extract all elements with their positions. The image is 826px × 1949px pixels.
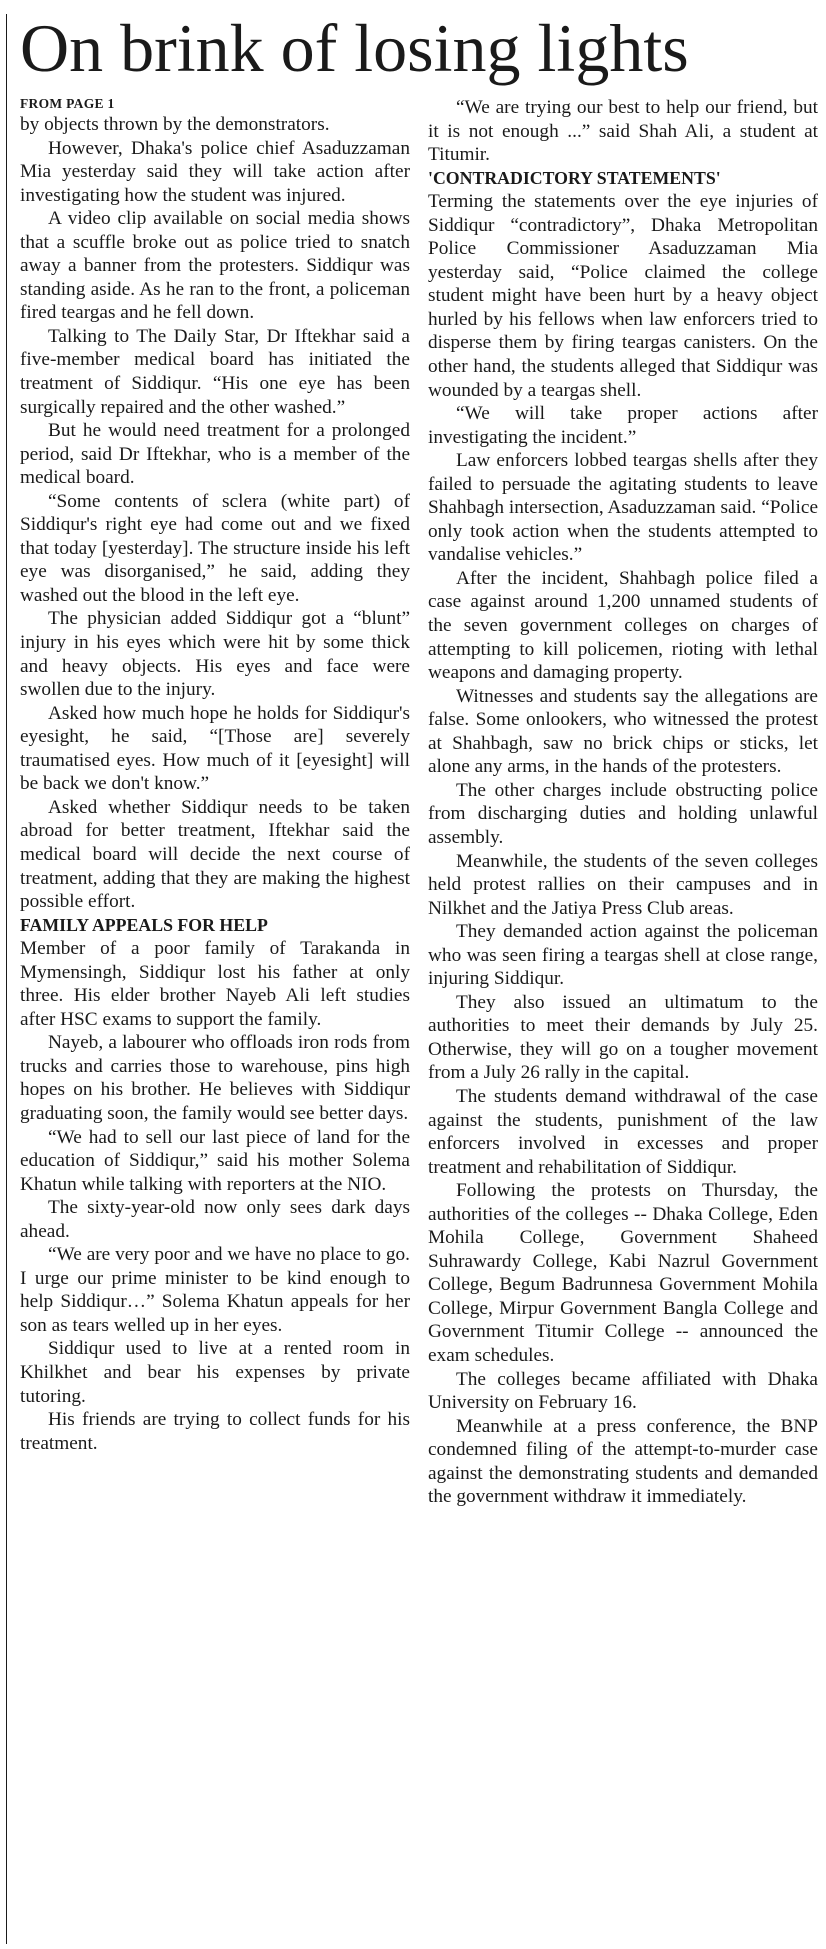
article-paragraph: A video clip available on social media shows that a scuffle broke out as police tried to snatch away a banner from the protesters. Siddiqur was standing aside. As he ran to the front, a policeman fired teargas and he fell down. bbox=[20, 208, 410, 324]
section-subhead: 'CONTRADICTORY STATEMENTS' bbox=[428, 167, 721, 188]
article-paragraph: The sixty-year-old now only sees dark days ahead. bbox=[20, 1197, 410, 1242]
article-paragraph: Asked whether Siddiqur needs to be taken abroad for better treatment, Iftekhar said the medical board will decide the next course of treatment, adding that they are making the highest possible effort. bbox=[20, 796, 410, 913]
article-paragraph: Meanwhile at a press conference, the BNP condemned filing of the attempt-to-murder case against the demonstrating students and demanded the government withdraw it immediately. bbox=[428, 1415, 818, 1508]
article-paragraph: Meanwhile, the students of the seven colleges held protest rallies on their campuses and in Nilkhet and the Jatiya Press Club areas. bbox=[428, 850, 818, 919]
article-paragraph: After the incident, Shahbagh police filed a case against around 1,200 unnamed students of the seven government colleges on charges of attempting to kill policemen, rioting with lethal weapons and damaging property. bbox=[428, 567, 818, 684]
article-paragraph: They demanded action against the policeman who was seen firing a teargas shell at close range, injuring Siddiqur. bbox=[428, 921, 818, 990]
article-paragraph: His friends are trying to collect funds for his treatment. bbox=[20, 1409, 410, 1454]
article-paragraph: The students demand withdrawal of the case against the students, punishment of the law enforcers involved in excesses and proper treatment and rehabilitation of Siddiqur. bbox=[428, 1085, 818, 1178]
article-paragraph: “We are very poor and we have no place to go. I urge our prime minister to be kind enough to help Siddiqur…” Solema Khatun appeals for her son as tears welled up in her eyes. bbox=[20, 1244, 410, 1336]
section-subhead: FAMILY APPEALS FOR HELP bbox=[20, 914, 268, 935]
right-column bbox=[428, 96, 818, 1946]
article-paragraph: “We are trying our best to help our friend, but it is not enough ...” said Shah Ali, a student at Titumir. bbox=[428, 97, 818, 166]
article-paragraph: Witnesses and students say the allegations are false. Some onlookers, who witnessed the protest at Shahbagh, saw no brick chips or sticks, let alone any arms, in the hands of the protesters. bbox=[428, 685, 818, 778]
article-paragraph: Siddiqur used to live at a rented room in Khilkhet and bear his expenses by private tutoring. bbox=[20, 1338, 410, 1407]
left-column bbox=[20, 96, 410, 1946]
right-column-body bbox=[428, 96, 818, 1509]
article-paragraph: Law enforcers lobbed teargas shells after they failed to persuade the agitating students to leave Shahbagh intersection, Asaduzzaman said. “Police only took action when the students attempted to vandalise vehicles.” bbox=[428, 450, 818, 566]
article-paragraph: But he would need treatment for a prolonged period, said Dr Iftekhar, who is a member of the medical board. bbox=[20, 420, 410, 489]
article-paragraph: Terming the statements over the eye injuries of Siddiqur “contradictory”, Dhaka Metropolitan Police Commissioner Asaduzzaman Mia yesterday said, “Police claimed the college student might have been hurt by a heavy object hurled by his fellows when law enforcers tried to disperse them by firing teargas canisters. On the other hand, the students alleged that Siddiqur was wounded by a teargas shell. bbox=[428, 191, 818, 401]
article-paragraph: The colleges became affiliated with Dhaka University on February 16. bbox=[428, 1368, 818, 1414]
article-paragraph: The other charges include obstructing police from discharging duties and holding unlawful assembly. bbox=[428, 779, 818, 848]
article-paragraph: “We will take proper actions after investigating the incident.” bbox=[428, 403, 818, 448]
article-paragraph: The physician added Siddiqur got a “blunt” injury in his eyes which were hit by some thick and heavy objects. His eyes and face were swollen due to the injury. bbox=[20, 608, 410, 701]
article-paragraph: Following the protests on Thursday, the authorities of the colleges -- Dhaka College, Eden Mohila College, Government Shaheed Suhrawardy College, Kabi Nazrul Government College, Begum Badrunnesa Government Mohila College, Mirpur Government Bangla College and Government Titumir College -- announced the exam schedules. bbox=[428, 1180, 818, 1366]
article-paragraph: Asked how much hope he holds for Siddiqur's eyesight, he said, “[Those are] severely traumatised eyes. How much of it [eyesight] will be back we don't know.” bbox=[20, 702, 410, 795]
article-paragraph: Talking to The Daily Star, Dr Iftekhar said a five-member medical board has initiated the treatment of Siddiqur. “His one eye has been surgically repaired and the other washed.” bbox=[20, 325, 410, 418]
article-paragraph: However, Dhaka's police chief Asaduzzaman Mia yesterday said they will take action after investigating how the student was injured. bbox=[20, 137, 410, 206]
left-column-body bbox=[20, 113, 410, 1455]
article-paragraph: “Some contents of sclera (white part) of Siddiqur's right eye had come out and we fixed that today [yesterday]. The structure inside his left eye was disorganised,” he said, adding they washed out the blood in the left eye. bbox=[20, 490, 410, 606]
column-rule-left bbox=[6, 14, 7, 1944]
article-paragraph: by objects thrown by the demonstrators. bbox=[20, 114, 330, 135]
headline: On brink of losing lights bbox=[20, 10, 689, 86]
article-paragraph: “We had to sell our last piece of land for the education of Siddiqur,” said his mother Solema Khatun while talking with reporters at the NIO. bbox=[20, 1126, 410, 1195]
article-paragraph: They also issued an ultimatum to the authorities to meet their demands by July 25. Otherwise, they will go on a tougher movement from a July 26 rally in the capital. bbox=[428, 991, 818, 1084]
article-paragraph: Nayeb, a labourer who offloads iron rods from trucks and carries those to warehouse, pins high hopes on his brother. He believes with Siddiqur graduating soon, the family would see better days. bbox=[20, 1032, 410, 1124]
article-paragraph: Member of a poor family of Tarakanda in Mymensingh, Siddiqur lost his father at only three. His elder brother Nayeb Ali left studies after HSC exams to support the family. bbox=[20, 938, 410, 1030]
jump-line-kicker: FROM PAGE 1 bbox=[20, 96, 115, 111]
